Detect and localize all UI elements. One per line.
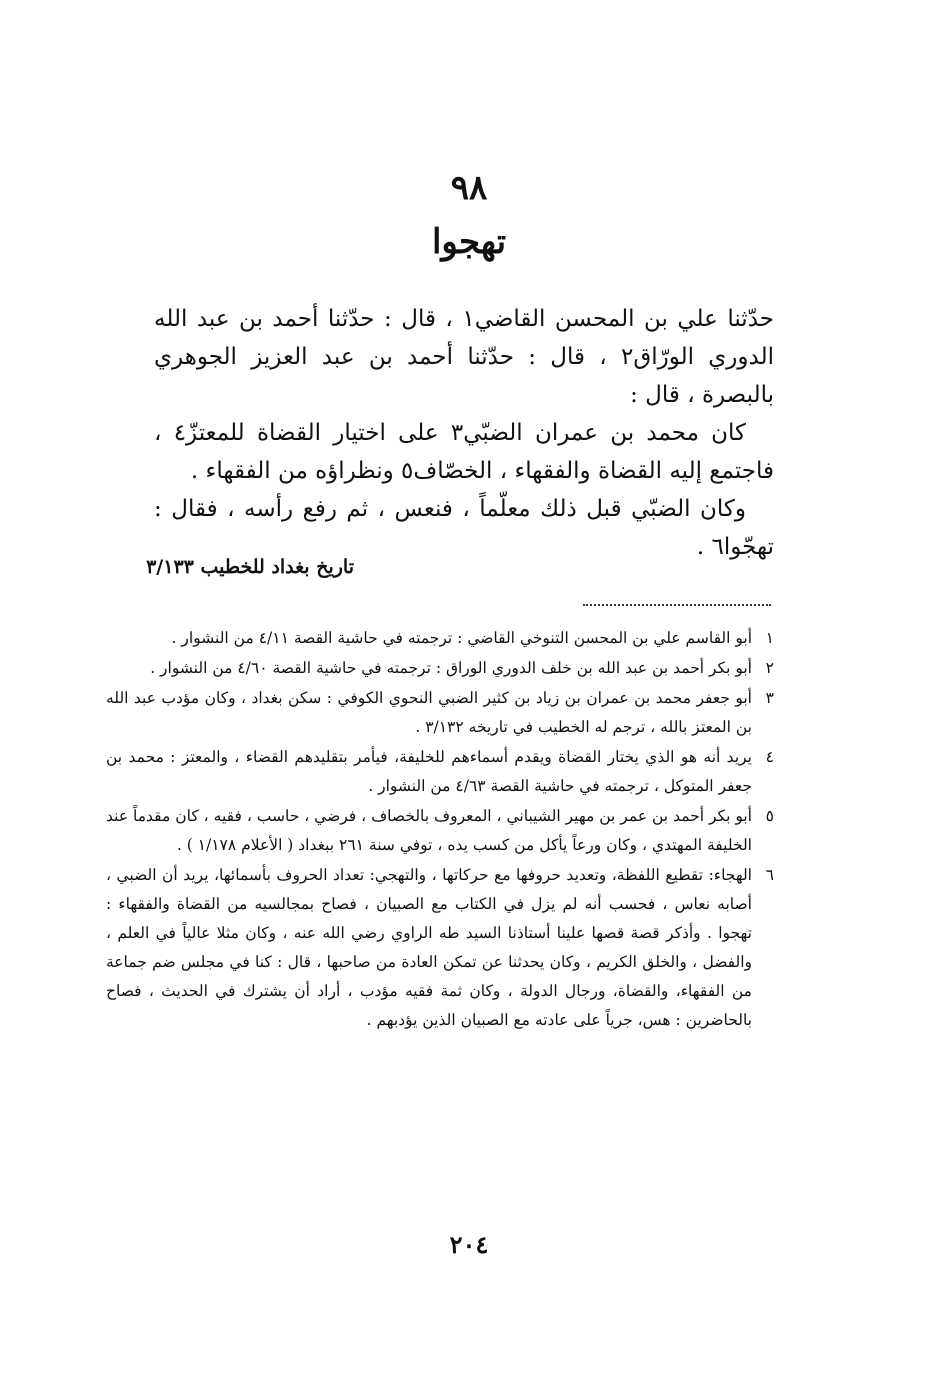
main-text (154, 300, 774, 566)
paragraph-isnad: حدّثنا علي بن المحسن القاضي١ ، قال : حدّثنا أحمد بن عبد الله الدوري الورّاق٢ ، قال : حدّثنا أحمد بن عبد العزيز الجوهري بالبصرة ، قال : (154, 306, 774, 408)
page-number: ٢٠٤ (449, 1230, 489, 1259)
footnote-text: أبو بكر أحمد بن عبد الله بن خلف الدوري الوراق : ترجمته في حاشية القصة ٤/٦٠ من النشوار . (150, 659, 752, 677)
footnote-number: ٥ (765, 807, 774, 825)
footnote-4 (106, 743, 774, 801)
footnote-5 (106, 802, 774, 860)
source-citation: تاريخ بغداد للخطيب ٣/١٣٣ (146, 556, 354, 578)
footnote-number: ٦ (765, 866, 774, 884)
footnote-text: يريد أنه هو الذي يختار القضاة ويقدم أسماءهم للخليفة، فيأمر بتقليدهم القضاء ، والمعتز : محمد بن جعفر المتوكل ، ترجمته في حاشية القصة ٤/٦٣ من النشوار . (106, 748, 752, 795)
footnote-2 (106, 654, 774, 683)
footnote-3 (106, 684, 774, 742)
footnote-text: أبو جعفر محمد بن عمران بن زياد بن كثير الضبي النحوي الكوفي : سكن بغداد ، وكان مؤدب عبد الله بن المعتز بالله ، ترجم له الخطيب في تاريخه ٣/١٣٢ . (106, 689, 752, 736)
section-number: ٩٨ (450, 168, 488, 208)
footnote-text: أبو القاسم علي بن المحسن التنوخي القاضي : ترجمته في حاشية القصة ٤/١١ من النشوار . (171, 629, 752, 647)
footnote-number: ٢ (765, 659, 774, 677)
footnote-number: ٣ (765, 689, 774, 707)
footnote-text: أبو بكر أحمد بن عمر بن مهير الشيباني ، المعروف بالخصاف ، فرضي ، حاسب ، فقيه ، كان مقدماً عند الخليفة المهتدي ، وكان ورعاً يأكل من كسب يده ، توفي سنة ٢٦١ ببغداد ( الأعلام ١/١٧٨ ) . (106, 807, 752, 854)
paragraph-story: كان محمد بن عمران الضبّي٣ على اختيار القضاة للمعتزّ٤ ، فاجتمع إليه القضاة والفقهاء ، الخصّاف٥ ونظراؤه من الفقهاء . (154, 420, 774, 484)
footnote-separator (583, 604, 771, 606)
footnote-text: الهجاء: تقطيع اللفظة، وتعديد حروفها مع حركاتها ، والتهجي: تعداد الحروف بأسمائها، يريد أن الضبي ، أصابه نعاس ، فحسب أنه لم يزل في الكتاب مع الصبيان ، فصاح بمجالسيه من القضاة والفقهاء : تهجوا . وأذكر قصة قصها علينا أستاذنا السيد طه الراوي رضي الله عنه ، وكان مثلا عالياً في العلم ، والفضل ، والخلق الكريم ، وكان يحدثنا عن تمكن العادة من صاحبها ، قال : كنا في مجلس ضم جماعة من الفقهاء، والقضاة، ورجال الدولة ، وكان ثمة فقيه مؤدب ، أراد أن يشترك في الحديث ، فصاح بالحاضرين : هس، جرياً على عادته مع الصبيان الذين يؤدبهم . (106, 866, 752, 1029)
section-title: تهجوا (431, 222, 507, 262)
footnote-6 (106, 861, 774, 1035)
footnote-number: ١ (765, 629, 774, 647)
paragraph-punchline: وكان الضبّي قبل ذلك معلّماً ، فنعس ، ثم رفع رأسه ، فقال : تهجّوا٦ . (154, 496, 774, 560)
footnotes (106, 624, 774, 1036)
footnote-1 (106, 624, 774, 653)
footnote-number: ٤ (765, 748, 774, 766)
